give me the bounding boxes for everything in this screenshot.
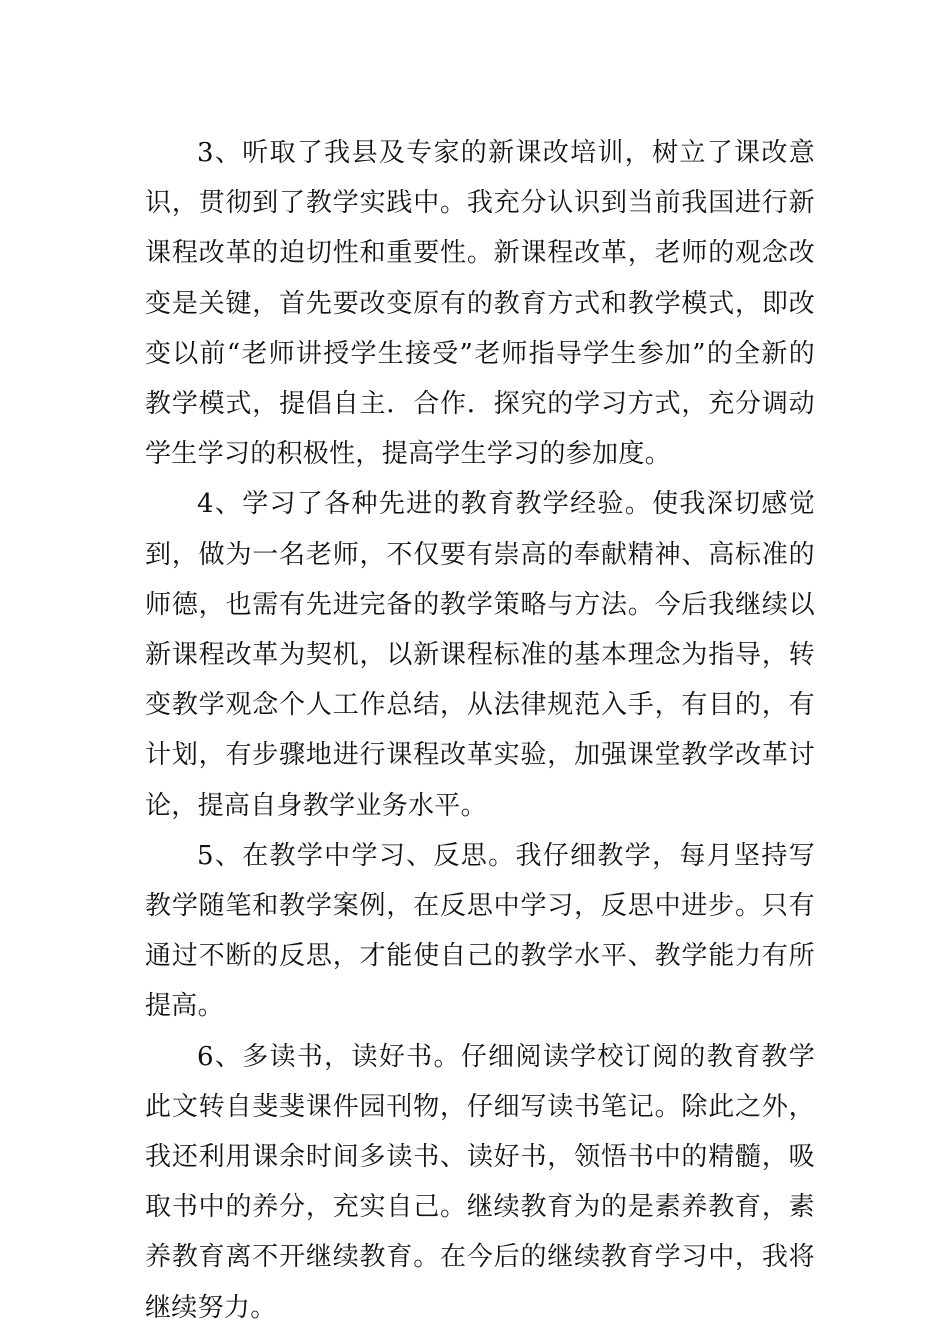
paragraph-4: 4、学习了各种先进的教育教学经验。使我深切感觉到，做为一名老师，不仅要有崇高的奉献精神、高标准的师德，也需有先进完备的教学策略与方法。今后我继续以新课程改革为契机，以新课程标准的基本理念为指导，转变教学观念个人工作总结，从法律规范入手，有目的，有计划，有步骤地进行课程改革实验，加强课堂教学改革讨论，提高自身教学业务水平。	[145, 489, 815, 821]
paragraph-6: 6、多读书，读好书。仔细阅读学校订阅的教育教学此文转自斐斐课件园刊物，仔细写读书笔记。除此之外，我还利用课余时间多读书、读好书，领悟书中的精髓，吸取书中的养分，充实自己。继续教育为的是素养教育，素养教育离不开继续教育。在今后的继续教育学习中，我将继续努力。	[145, 1041, 815, 1323]
paragraph-5: 5、在教学中学习、反思。我仔细教学，每月坚持写教学随笔和教学案例，在反思中学习，反思中进步。只有通过不断的反思，才能使自己的教学水平、教学能力有所提高。	[145, 840, 815, 1022]
paragraph-3: 3、听取了我县及专家的新课改培训，树立了课改意识，贯彻到了教学实践中。我充分认识到当前我国进行新课程改革的迫切性和重要性。新课程改革，老师的观念改变是关键，首先要改变原有的教育方式和教学模式，即改变以前“老师讲授学生接受”老师指导学生参加”的全新的教学模式，提倡自主．合作．探究的学习方式，充分调动学生学习的积极性，提高学生学习的参加度。	[145, 138, 815, 470]
document-body	[145, 128, 815, 1333]
